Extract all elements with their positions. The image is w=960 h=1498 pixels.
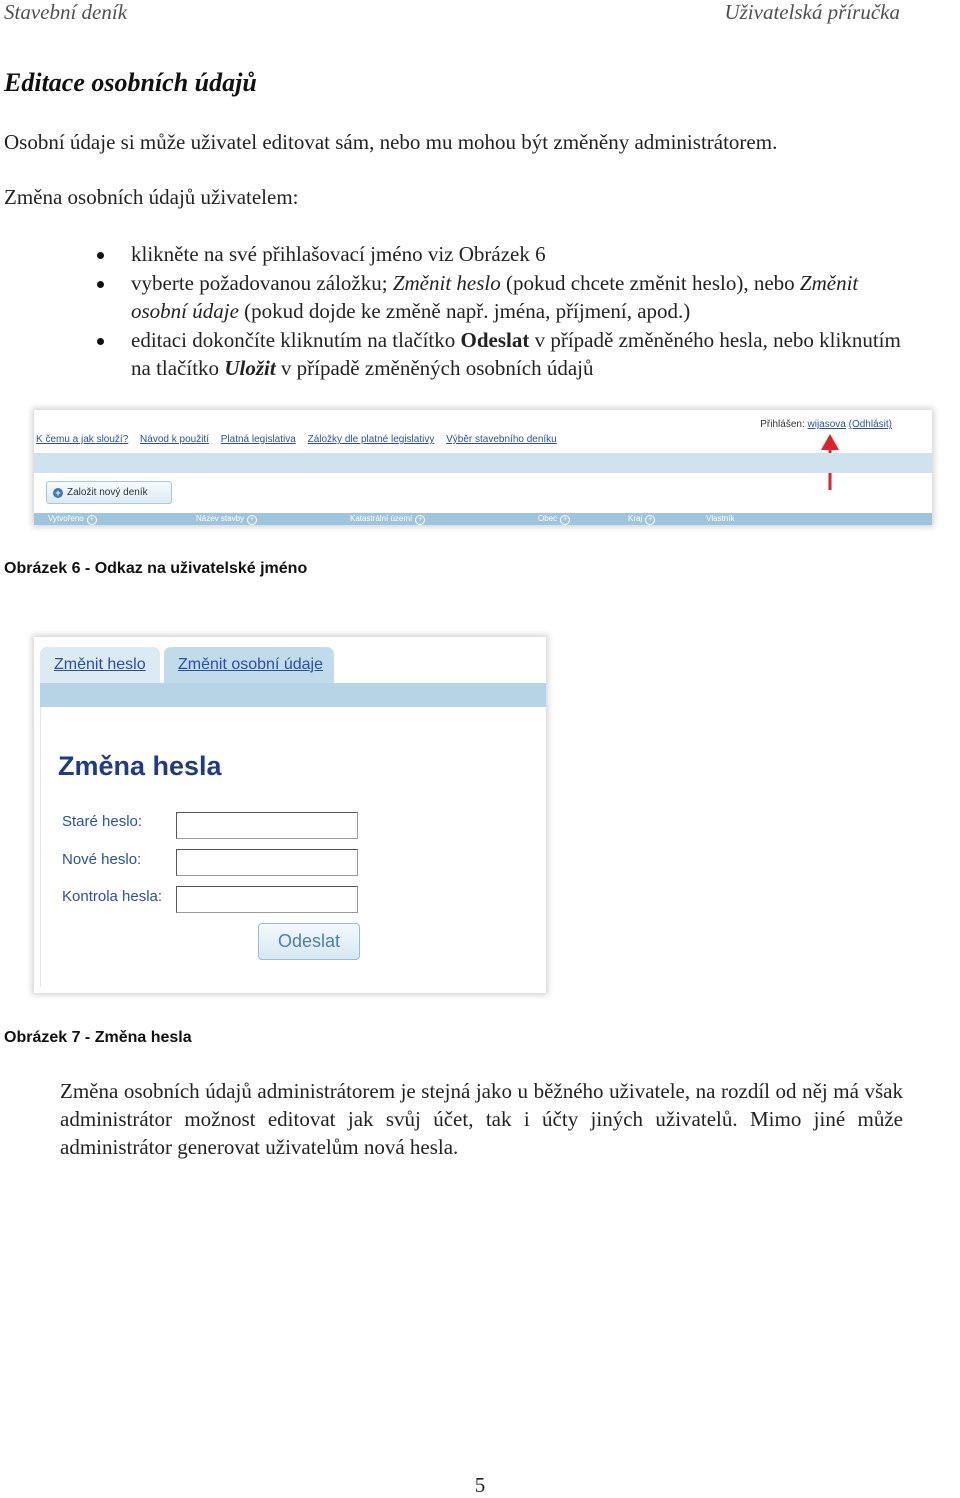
new-password-field[interactable] xyxy=(176,849,358,876)
nav-link-tabs-legislation[interactable]: Záložky dle platné legislativy xyxy=(307,434,435,445)
column-header[interactable]: Katastrální území + xyxy=(350,514,425,525)
login-status: Přihlášen: wijasova (Odhlásit) xyxy=(760,419,892,430)
menu-band xyxy=(34,453,932,473)
nav-link-about[interactable]: K čemu a jak slouží? xyxy=(36,434,129,445)
list-item: vyberte požadovanou záložku; Změnit heslo (pokud chcete změnit heslo), nebo Změnit osobní údaje (pokud dojde ke změně např. jména, příjmení, apod.) xyxy=(0,269,905,325)
old-password-label: Staré heslo: xyxy=(62,813,143,830)
username-link[interactable]: wijasova xyxy=(807,419,846,430)
screenshot-password-change xyxy=(34,637,546,993)
logout-link[interactable]: (Odhlásit) xyxy=(848,419,892,430)
tab-change-password[interactable]: Změnit heslo xyxy=(40,647,160,683)
bullet-icon xyxy=(97,281,104,288)
sort-icon: + xyxy=(87,515,97,525)
closing-paragraph: Změna osobních údajů administrátorem je stejná jako u běžného uživatele, na rozdíl od něj má však administrátor možnost editovat jak svůj účet, tak i účty jiných uživatelů. Mimo jiné může administrátor generovat uživatelům nová hesla. xyxy=(60,1079,903,1159)
instruction-list xyxy=(0,240,905,383)
form-heading: Změna hesla xyxy=(58,751,222,781)
bullet-icon xyxy=(97,338,104,345)
new-password-label: Nové heslo: xyxy=(62,851,142,868)
section-title: Editace osobních údajů xyxy=(4,68,257,97)
intro-paragraph: Osobní údaje si může uživatel editovat sám, nebo mu mohou být změněny administrátorem. xyxy=(4,130,778,154)
screenshot-username-link xyxy=(34,410,932,525)
figure-caption: Obrázek 6 - Odkaz na uživatelské jméno xyxy=(4,560,308,577)
sort-icon: + xyxy=(415,515,425,525)
list-item: editaci dokončíte kliknutím na tlačítko Odeslat v případě změněného hesla, nebo kliknutím na tlačítko Uložit v případě změněných osobních údajů xyxy=(0,326,905,382)
running-header-left: Stavební deník xyxy=(4,0,128,24)
page-number: 5 xyxy=(474,1473,486,1497)
confirm-password-field[interactable] xyxy=(176,886,358,913)
tab-subbar xyxy=(40,683,546,707)
old-password-field[interactable] xyxy=(176,812,358,839)
subheading: Změna osobních údajů uživatelem: xyxy=(4,185,299,209)
column-header[interactable]: Vytvořeno + xyxy=(48,514,97,525)
column-header[interactable]: Obec + xyxy=(538,514,570,525)
nav-link-manual[interactable]: Návod k použití xyxy=(140,434,209,445)
nav-link-legislation[interactable]: Platná legislativa xyxy=(220,434,296,445)
figure-caption: Obrázek 7 - Změna hesla xyxy=(4,1029,192,1046)
table-header-bar xyxy=(34,513,932,525)
column-header[interactable]: Kraj + xyxy=(628,514,655,525)
plus-icon: + xyxy=(53,488,63,498)
column-header[interactable]: Vlastník xyxy=(706,514,735,523)
sort-icon: + xyxy=(645,515,655,525)
list-item: klikněte na své přihlašovací jméno viz Obrázek 6 xyxy=(0,240,905,268)
new-diary-button[interactable]: + Založit nový deník xyxy=(46,481,172,504)
bullet-icon xyxy=(97,252,104,259)
tab-change-personal-data[interactable]: Změnit osobní údaje xyxy=(164,647,334,683)
sort-icon: + xyxy=(560,515,570,525)
top-navigation xyxy=(36,434,566,445)
column-header[interactable]: Název stavby + xyxy=(196,514,257,525)
confirm-password-label: Kontrola hesla: xyxy=(62,888,163,905)
nav-link-select-diary[interactable]: Výběr stavebního deníku xyxy=(446,434,557,445)
submit-button[interactable]: Odeslat xyxy=(258,923,360,960)
sort-icon: + xyxy=(247,515,257,525)
running-header-right: Uživatelská příručka xyxy=(724,0,900,24)
